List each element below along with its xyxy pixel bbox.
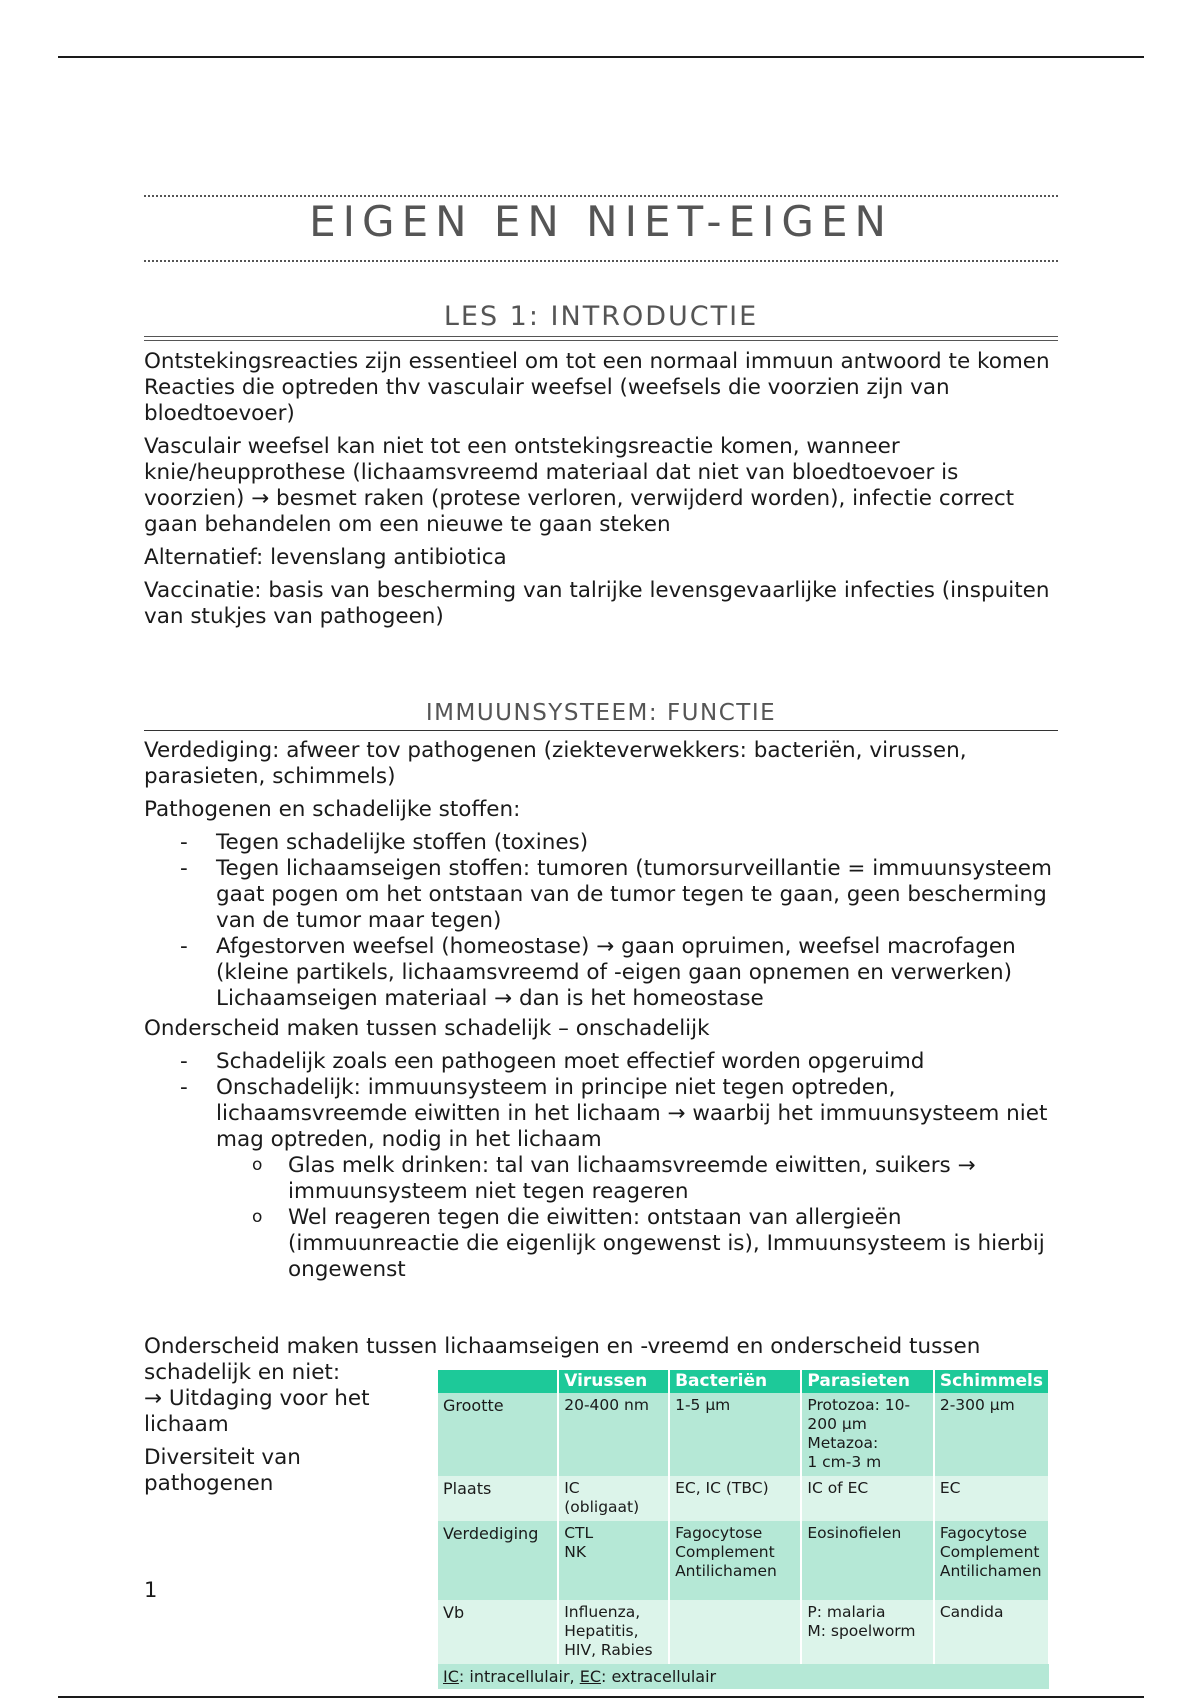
list-item: - Schadelijk zoals een pathogeen moet effectief worden opgeruimd [180,1049,925,1074]
bullet-mark: - [180,934,188,959]
paragraph: Verdediging: afweer tov pathogenen (ziekteverwekkers: bacteriën, virussen, parasieten, schimmels) [144,738,967,789]
bullet-mark: - [180,830,188,855]
list-title: Pathogenen en schadelijke stoffen: [144,797,521,822]
row-header: Verdediging [438,1521,558,1600]
introductie-body [144,349,1064,637]
footnote-abbr-ec: EC [579,1667,602,1686]
paragraph: Reacties die optreden thv vasculair weefsel (weefsels die voorzien zijn van bloedtoevoer) [144,375,950,426]
table-cell: EC [934,1476,1049,1521]
bullet-list [144,830,1064,1012]
table-cell: Influenza, Hepatitis, HIV, Rabies [558,1600,669,1664]
side-notes [144,1386,414,1504]
page-title: EIGEN EN NIET-EIGEN [309,197,893,246]
list-item: - Tegen schadelijke stoffen (toxines) [180,830,589,855]
table-header-cell: Parasieten [801,1370,933,1393]
table-cell: P: malaria M: spoelworm [801,1600,933,1664]
side-note: Diversiteit van pathogenen [144,1445,301,1496]
table-row [438,1521,1049,1600]
row-header: Plaats [438,1476,558,1521]
table-row [438,1600,1049,1664]
table-footnote [438,1664,1049,1689]
row-header: Vb [438,1600,558,1664]
footnote-abbr-ic: IC [443,1667,459,1686]
table-cell: EC, IC (TBC) [669,1476,801,1521]
table-cell: IC of EC [801,1476,933,1521]
table-cell: 2-300 µm [934,1393,1049,1476]
table-header-cell: Bacteriën [669,1370,801,1393]
table-cell: CTL NK [558,1521,669,1600]
bullet-mark: - [180,1049,188,1074]
table-cell: Protozoa: 10-200 µm Metazoa: 1 cm-3 m [801,1393,933,1476]
section-heading-introductie: LES 1: INTRODUCTIE [443,301,759,332]
pathogen-table [438,1370,1050,1689]
bullet-mark: - [180,1075,188,1100]
paragraph: Ontstekingsreacties zijn essentieel om tot een normaal immuun antwoord te komen [144,349,1050,374]
title-border-bottom [144,260,1058,262]
sub-list-item: o Wel reageren tegen die eiwitten: ontstaan van allergieën (immuunreactie die eigenlijk ongewenst is), Immuunsysteem is hierbij ongewenst [252,1205,1045,1282]
row-header: Grootte [438,1393,558,1476]
table-cell: 20-400 nm [558,1393,669,1476]
table-cell: Fagocytose Complement Antilichamen [934,1521,1049,1600]
footnote-text: : extracellulair [601,1667,717,1686]
table-header-cell: Schimmels [934,1370,1049,1393]
table-cell: Candida [934,1600,1049,1664]
footnote-text: : intracellulair, [458,1667,580,1686]
table-cell: Fagocytose Complement Antilichamen [669,1521,801,1600]
table-cell: IC (obligaat) [558,1476,669,1521]
bullet-mark: - [180,856,188,881]
paragraph: Alternatief: levenslang antibiotica [144,545,507,570]
sub-list [216,1153,1064,1283]
table-row [438,1476,1049,1521]
table-row [438,1393,1049,1476]
table-cell: 1-5 µm [669,1393,801,1476]
functie-body [144,738,1064,1287]
page-number: 1 [144,1578,158,1602]
side-note: → Uitdaging voor het lichaam [144,1386,370,1437]
paragraph: Vasculair weefsel kan niet tot een ontstekingsreactie komen, wanneer knie/heupprothese (lichaamsvreemd materiaal dat niet van bloedtoevoer is voorzien) → besmet raken (protese verloren, verwijderd worden), infectie correct gaan behandelen om een nieuwe te gaan steken [144,434,1015,537]
subsection-rule [144,730,1058,731]
table-footer-row [438,1664,1049,1689]
circle-bullet-icon: o [252,1207,263,1227]
circle-bullet-icon: o [252,1155,263,1175]
table-cell: Eosinofielen [801,1521,933,1600]
sub-list-item: o Glas melk drinken: tal van lichaamsvreemde eiwitten, suikers → immuunsysteem niet tegen reageren [252,1153,976,1204]
bullet-list [144,1049,1064,1283]
closing-paragraph: Onderscheid maken tussen lichaamseigen en -vreemd en onderscheid tussen schadelijk en niet: [144,1334,981,1385]
list-item: - Onschadelijk: immuunsysteem in principe niet tegen optreden, lichaamsvreemde eiwitten in het lichaam → waarbij het immuunsysteem niet mag optreden, nodig in het lichaam o Glas melk drinken: tal van lichaamsvreemde eiwitten, suikers → immuunsysteem niet tegen reageren o Wel reageren tegen die eiwitten: ontstaan van allergieën (immuunreactie die eigenlijk ongewenst is), Immuunsysteem is hierbij ongewenst [144,1075,1064,1283]
list-item: - Afgestorven weefsel (homeostase) → gaan opruimen, weefsel macrofagen (kleine partikels, lichaamsvreemd of -eigen gaan opnemen en verwerken) Lichaamseigen materiaal → dan is het homeostase [180,934,1016,1011]
list-item: - Tegen lichaamseigen stoffen: tumoren (tumorsurveillantie = immuunsysteem gaat pogen om het ontstaan van de tumor tegen te gaan, geen bescherming van de tumor maar tegen) [180,856,1052,933]
table-header-cell [438,1370,558,1393]
table-cell [669,1600,801,1664]
table-header-row [438,1370,1049,1393]
section-heading-rule [144,336,1058,341]
table-header-cell: Virussen [558,1370,669,1393]
header-rule [58,56,1144,58]
paragraph: Vaccinatie: basis van bescherming van talrijke levensgevaarlijke infecties (inspuiten van stukjes van pathogeen) [144,578,1050,629]
footer-rule [58,1696,1144,1698]
section-heading-functie: IMMUUNSYSTEEM: FUNCTIE [425,700,777,726]
list-title: Onderscheid maken tussen schadelijk – onschadelijk [144,1016,710,1041]
